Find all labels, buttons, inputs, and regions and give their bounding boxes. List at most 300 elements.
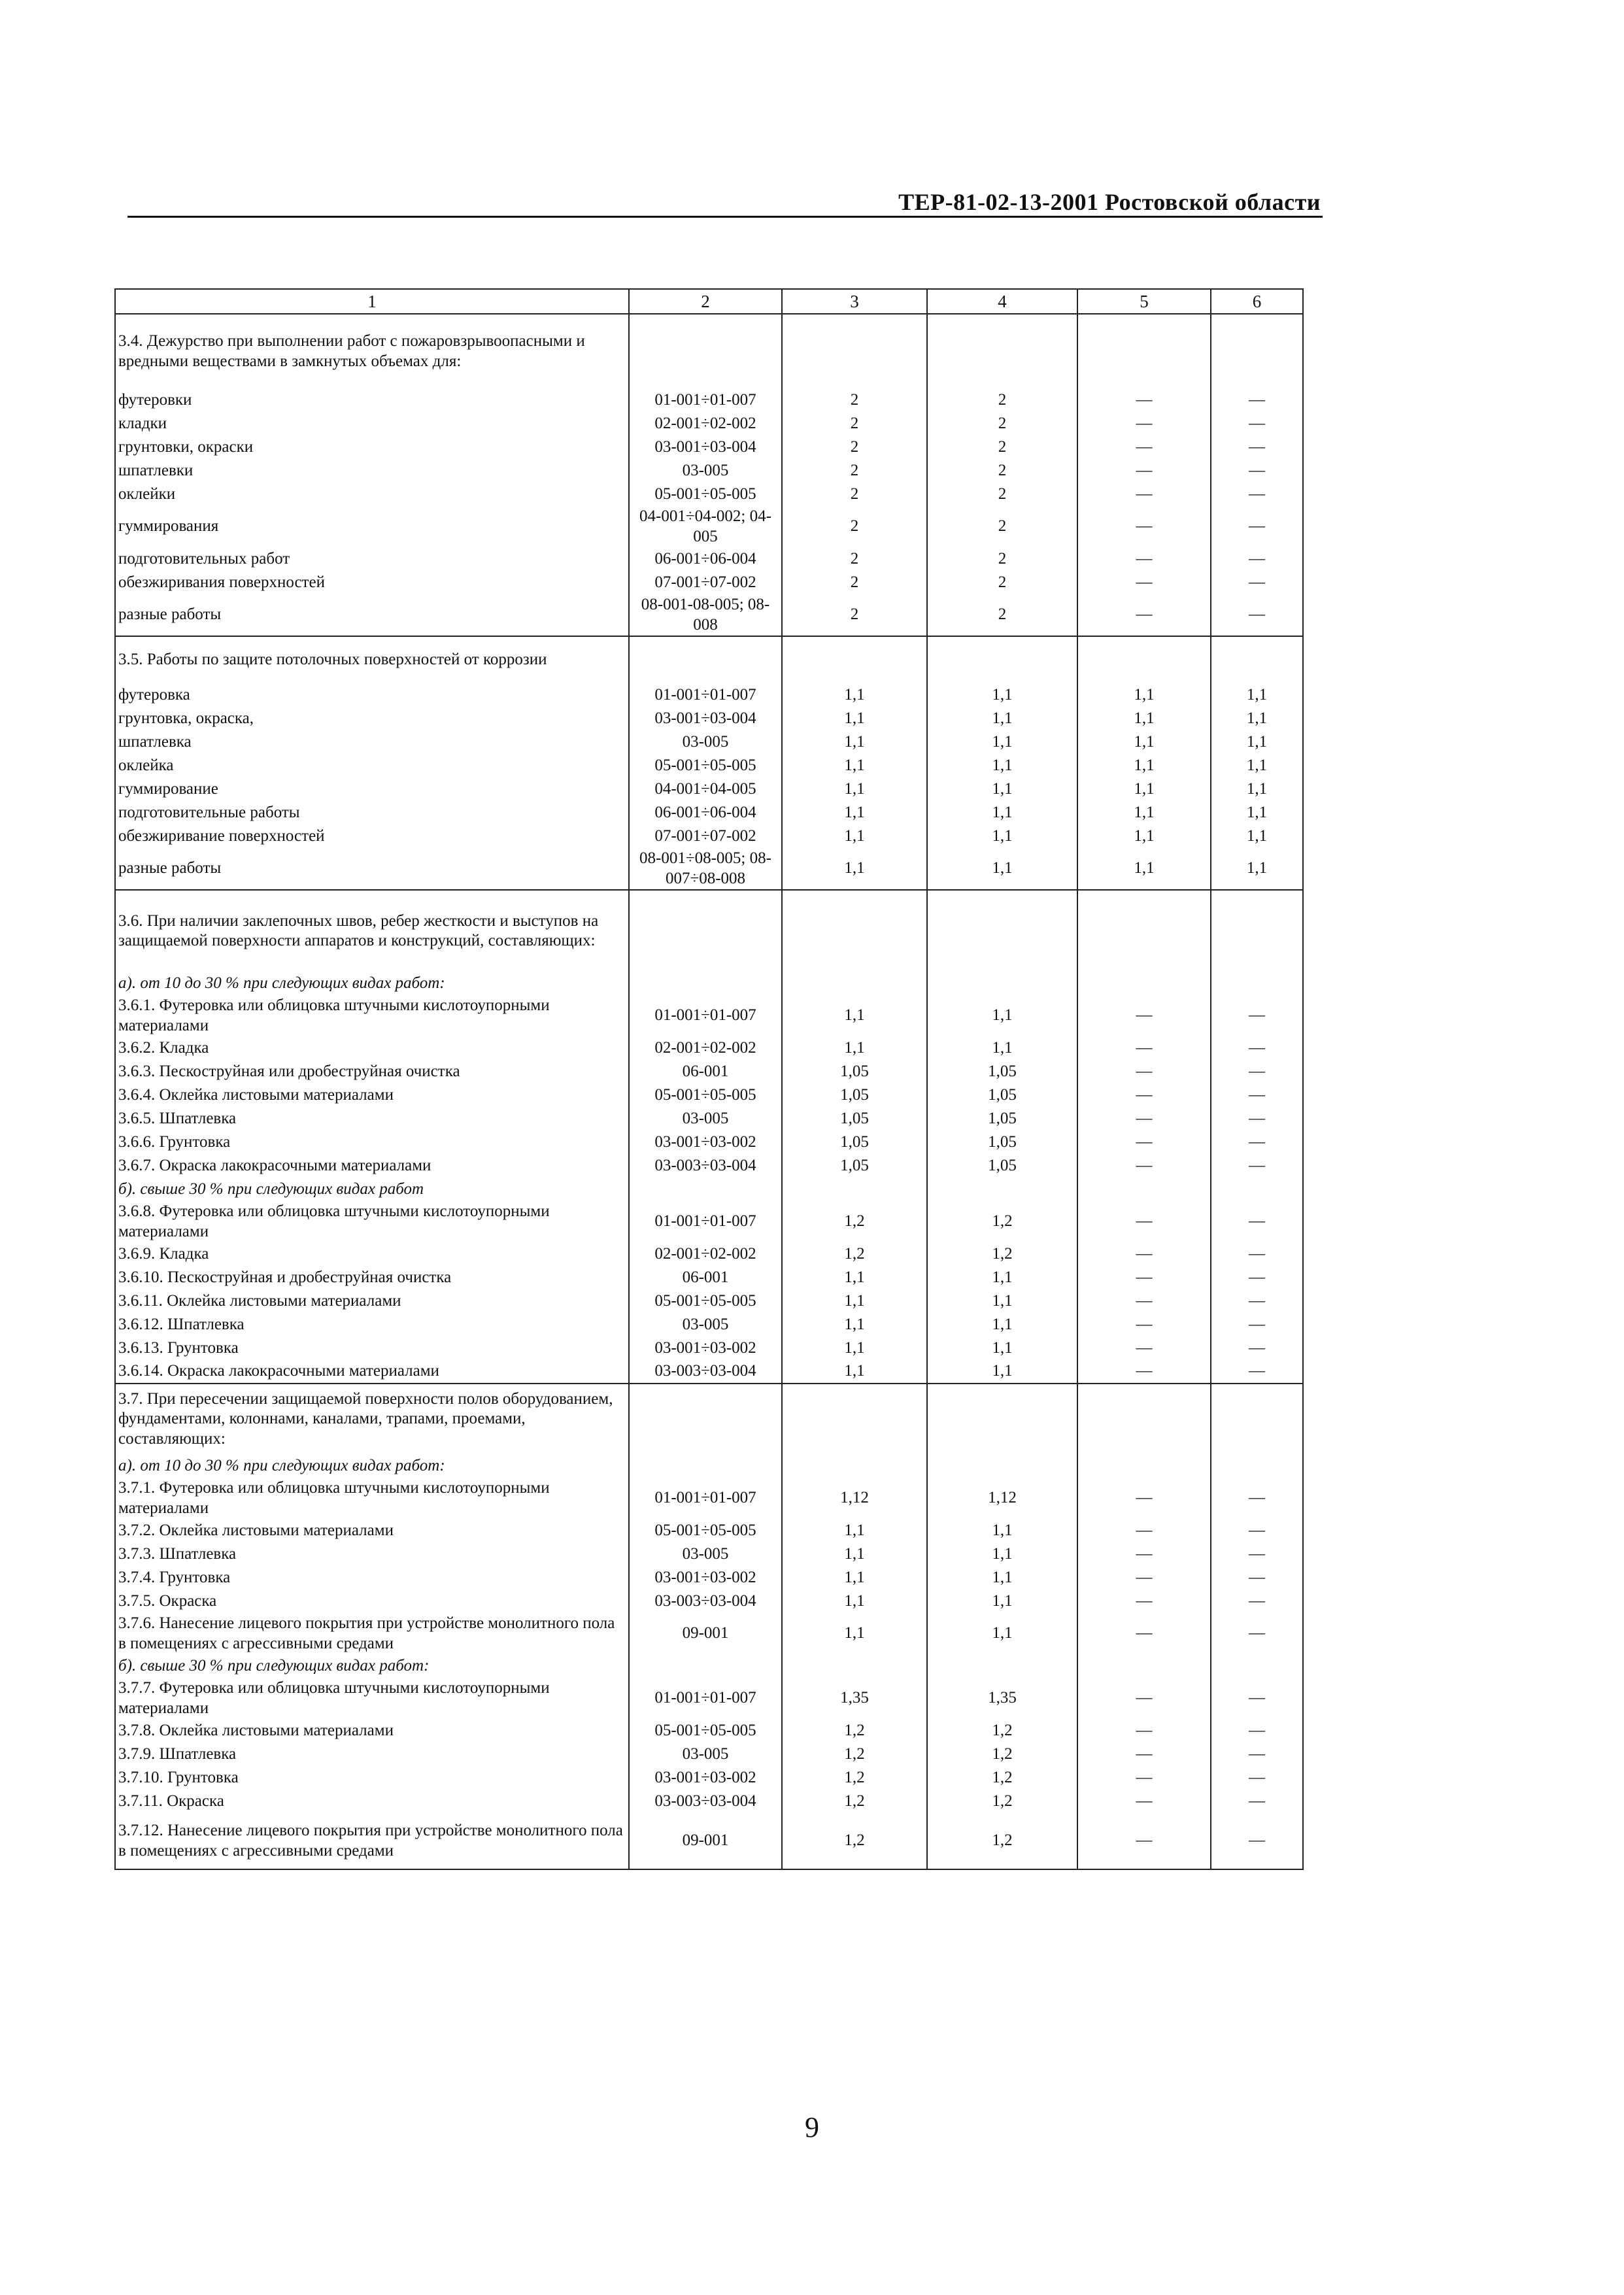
coef-col-6: — <box>1211 1790 1303 1813</box>
coef-col-5: 1,1 <box>1077 777 1211 801</box>
coef-col-6: 1,1 <box>1211 683 1303 707</box>
coef-col-6: 1,1 <box>1211 730 1303 754</box>
coef-col-5: — <box>1077 547 1211 571</box>
coef-col-6: — <box>1211 594 1303 636</box>
coef-col-5 <box>1077 1178 1211 1201</box>
coef-col-5: 1,1 <box>1077 801 1211 824</box>
coef-col-5: — <box>1077 1766 1211 1790</box>
coef-col-4: 2 <box>927 594 1077 636</box>
table-row <box>115 1790 1303 1813</box>
coef-col-4: 1,1 <box>927 1566 1077 1590</box>
section-heading: 3.5. Работы по защите потолочных поверхностей от коррозии <box>115 636 629 683</box>
work-description: 3.6.11. Оклейка листовыми материалами <box>115 1289 629 1313</box>
rate-code <box>629 1454 782 1478</box>
coef-col-6 <box>1211 1454 1303 1478</box>
coef-col-3: 1,12 <box>782 1478 927 1519</box>
table-row <box>115 506 1303 547</box>
rate-code: 03-003÷03-004 <box>629 1154 782 1178</box>
coef-col-5: 1,1 <box>1077 730 1211 754</box>
rate-code <box>629 1654 782 1678</box>
coef-col-4: 1,1 <box>927 730 1077 754</box>
empty-cell <box>782 890 927 972</box>
table-row <box>115 1036 1303 1060</box>
coef-col-5: — <box>1077 1242 1211 1266</box>
coef-col-6: — <box>1211 1083 1303 1107</box>
coef-col-4: 1,1 <box>927 1613 1077 1654</box>
coef-col-4: 1,05 <box>927 1107 1077 1130</box>
coef-col-6: — <box>1211 1478 1303 1519</box>
coef-col-5: 1,1 <box>1077 848 1211 890</box>
coef-col-4: 1,1 <box>927 1289 1077 1313</box>
coef-col-6 <box>1211 1178 1303 1201</box>
rate-code: 08-001÷08-005; 08-007÷08-008 <box>629 848 782 890</box>
rate-code: 01-001÷01-007 <box>629 1478 782 1519</box>
coef-col-4: 1,2 <box>927 1201 1077 1242</box>
coef-col-4: 1,1 <box>927 995 1077 1036</box>
coef-col-4: 1,05 <box>927 1154 1077 1178</box>
coef-col-6 <box>1211 1654 1303 1678</box>
coef-col-5: — <box>1077 1360 1211 1384</box>
work-description: 3.7.10. Грунтовка <box>115 1766 629 1790</box>
work-description: 3.6.2. Кладка <box>115 1036 629 1060</box>
coef-col-3: 2 <box>782 571 927 594</box>
table-row <box>115 801 1303 824</box>
coef-col-4: 1,1 <box>927 1266 1077 1289</box>
coef-col-6: 1,1 <box>1211 777 1303 801</box>
empty-cell <box>629 636 782 683</box>
rate-code: 05-001÷05-005 <box>629 1083 782 1107</box>
coef-col-6: — <box>1211 1313 1303 1336</box>
coef-col-6: — <box>1211 483 1303 506</box>
coef-col-5: — <box>1077 571 1211 594</box>
coef-col-6: 1,1 <box>1211 801 1303 824</box>
rate-code: 06-001 <box>629 1266 782 1289</box>
work-description: 3.6.3. Пескоструйная или дробеструйная очистка <box>115 1060 629 1083</box>
coef-col-5: — <box>1077 1313 1211 1336</box>
coef-col-5: — <box>1077 1154 1211 1178</box>
coef-col-3: 1,2 <box>782 1242 927 1266</box>
table-row <box>115 1519 1303 1542</box>
rate-code: 04-001÷04-002; 04-005 <box>629 506 782 547</box>
table-row <box>115 1313 1303 1336</box>
rate-code: 06-001÷06-004 <box>629 547 782 571</box>
work-description: кладки <box>115 412 629 435</box>
coef-col-6: — <box>1211 1742 1303 1766</box>
coef-col-6: — <box>1211 459 1303 483</box>
coef-col-5: 1,1 <box>1077 707 1211 730</box>
work-description: 3.6.6. Грунтовка <box>115 1130 629 1154</box>
subsection-label: б). свыше 30 % при следующих видах работ: <box>115 1654 629 1678</box>
coef-col-4: 1,2 <box>927 1813 1077 1869</box>
rate-code: 05-001÷05-005 <box>629 1719 782 1742</box>
coef-col-4: 1,35 <box>927 1678 1077 1719</box>
section-heading-row <box>115 314 1303 388</box>
coef-col-4: 2 <box>927 412 1077 435</box>
coef-col-3: 1,2 <box>782 1790 927 1813</box>
coef-col-6: — <box>1211 1154 1303 1178</box>
table-row <box>115 1590 1303 1613</box>
table-row <box>115 1742 1303 1766</box>
subsection-label: а). от 10 до 30 % при следующих видах работ: <box>115 972 629 995</box>
coef-col-3: 1,1 <box>782 730 927 754</box>
coef-col-5: — <box>1077 483 1211 506</box>
coef-col-4: 1,1 <box>927 824 1077 848</box>
rate-code: 02-001÷02-002 <box>629 1036 782 1060</box>
empty-cell <box>629 314 782 388</box>
table-row <box>115 412 1303 435</box>
coef-col-6: — <box>1211 1266 1303 1289</box>
coef-col-3: 1,1 <box>782 1313 927 1336</box>
coef-col-6: 1,1 <box>1211 824 1303 848</box>
coef-col-6: — <box>1211 1242 1303 1266</box>
coef-col-6: 1,1 <box>1211 754 1303 777</box>
coef-col-5: — <box>1077 1678 1211 1719</box>
coef-col-6: — <box>1211 506 1303 547</box>
work-description: шпатлевка <box>115 730 629 754</box>
coef-col-5: — <box>1077 1742 1211 1766</box>
coef-col-6: — <box>1211 1766 1303 1790</box>
coef-col-3: 1,1 <box>782 848 927 890</box>
coef-col-6: 1,1 <box>1211 707 1303 730</box>
coef-col-6: — <box>1211 1542 1303 1566</box>
coef-col-5 <box>1077 1654 1211 1678</box>
work-description: подготовительные работы <box>115 801 629 824</box>
table-row <box>115 683 1303 707</box>
rate-code: 06-001÷06-004 <box>629 801 782 824</box>
table-row <box>115 1478 1303 1519</box>
coef-col-5: — <box>1077 1083 1211 1107</box>
table-row <box>115 594 1303 636</box>
table-row <box>115 1201 1303 1242</box>
rate-code: 01-001÷01-007 <box>629 1201 782 1242</box>
rate-code: 01-001÷01-007 <box>629 995 782 1036</box>
coef-col-6: — <box>1211 1813 1303 1869</box>
coef-col-4 <box>927 972 1077 995</box>
document-header-title: ТЕР-81-02-13-2001 Ростовской области <box>898 189 1321 215</box>
empty-cell <box>1077 1384 1211 1454</box>
work-description: гуммирование <box>115 777 629 801</box>
coef-col-4: 1,2 <box>927 1242 1077 1266</box>
rate-code: 03-003÷03-004 <box>629 1590 782 1613</box>
column-header: 3 <box>782 289 927 314</box>
coef-col-5: — <box>1077 1201 1211 1242</box>
coef-col-5: — <box>1077 1519 1211 1542</box>
table-row <box>115 1613 1303 1654</box>
work-description: оклейка <box>115 754 629 777</box>
coef-col-4: 1,1 <box>927 777 1077 801</box>
work-description: 3.7.3. Шпатлевка <box>115 1542 629 1566</box>
column-header: 4 <box>927 289 1077 314</box>
coef-col-3: 1,1 <box>782 1566 927 1590</box>
coef-col-4: 2 <box>927 459 1077 483</box>
column-header: 5 <box>1077 289 1211 314</box>
work-description: 3.6.8. Футеровка или облицовка штучными кислотоупорными материалами <box>115 1201 629 1242</box>
coef-col-5: — <box>1077 1478 1211 1519</box>
coef-col-5: — <box>1077 506 1211 547</box>
coef-col-5: — <box>1077 1336 1211 1360</box>
coef-col-3: 1,1 <box>782 995 927 1036</box>
coef-col-6: — <box>1211 1289 1303 1313</box>
coef-col-6: — <box>1211 388 1303 412</box>
coef-col-4: 2 <box>927 571 1077 594</box>
coef-col-5: — <box>1077 1266 1211 1289</box>
coef-col-5: — <box>1077 388 1211 412</box>
table-row <box>115 1719 1303 1742</box>
rate-code: 06-001 <box>629 1060 782 1083</box>
header-divider <box>127 216 1323 218</box>
coef-col-3: 1,05 <box>782 1154 927 1178</box>
coef-col-5: — <box>1077 1036 1211 1060</box>
rate-code: 03-001÷03-002 <box>629 1336 782 1360</box>
table-row <box>115 1654 1303 1678</box>
table-row <box>115 1178 1303 1201</box>
rate-code: 03-005 <box>629 1313 782 1336</box>
coef-col-3: 1,2 <box>782 1766 927 1790</box>
coef-col-6: — <box>1211 1590 1303 1613</box>
rate-code: 03-001÷03-002 <box>629 1566 782 1590</box>
coef-col-5 <box>1077 1454 1211 1478</box>
rate-code <box>629 972 782 995</box>
empty-cell <box>629 890 782 972</box>
work-description: 3.7.12. Нанесение лицевого покрытия при устройстве монолитного пола в помещениях с агрессивными средами <box>115 1813 629 1869</box>
coef-col-5: — <box>1077 995 1211 1036</box>
work-description: 3.7.9. Шпатлевка <box>115 1742 629 1766</box>
rate-code: 09-001 <box>629 1813 782 1869</box>
rate-code: 02-001÷02-002 <box>629 412 782 435</box>
coef-col-5: — <box>1077 1289 1211 1313</box>
coef-col-3: 2 <box>782 506 927 547</box>
work-description: гуммирования <box>115 506 629 547</box>
table-row <box>115 1813 1303 1869</box>
coef-col-3: 1,1 <box>782 1542 927 1566</box>
coef-col-5: — <box>1077 594 1211 636</box>
subsection-label: б). свыше 30 % при следующих видах работ <box>115 1178 629 1201</box>
rate-code: 03-001÷03-002 <box>629 1766 782 1790</box>
work-description: шпатлевки <box>115 459 629 483</box>
coef-col-4: 1,12 <box>927 1478 1077 1519</box>
work-description: 3.7.8. Оклейка листовыми материалами <box>115 1719 629 1742</box>
empty-cell <box>629 1384 782 1454</box>
coef-col-3: 1,1 <box>782 1613 927 1654</box>
coef-col-4: 1,1 <box>927 1336 1077 1360</box>
coef-col-3: 1,05 <box>782 1107 927 1130</box>
rate-code <box>629 1178 782 1201</box>
coef-col-3: 1,1 <box>782 777 927 801</box>
coef-col-6: — <box>1211 1107 1303 1130</box>
coef-col-4 <box>927 1654 1077 1678</box>
table-row <box>115 848 1303 890</box>
rate-code: 04-001÷04-005 <box>629 777 782 801</box>
coef-col-5: — <box>1077 1566 1211 1590</box>
rate-code: 03-005 <box>629 1107 782 1130</box>
coef-col-5: — <box>1077 1107 1211 1130</box>
table-row <box>115 972 1303 995</box>
coef-col-3: 1,1 <box>782 683 927 707</box>
coef-col-6: 1,1 <box>1211 848 1303 890</box>
rate-code: 01-001÷01-007 <box>629 388 782 412</box>
coef-col-6: — <box>1211 1519 1303 1542</box>
work-description: футеровки <box>115 388 629 412</box>
work-description: 3.6.10. Пескоструйная и дробеструйная очистка <box>115 1266 629 1289</box>
table-row <box>115 1130 1303 1154</box>
coef-col-5: 1,1 <box>1077 824 1211 848</box>
coef-col-3: 2 <box>782 388 927 412</box>
empty-cell <box>1211 1384 1303 1454</box>
coef-col-6: — <box>1211 995 1303 1036</box>
coef-col-6: — <box>1211 412 1303 435</box>
rate-code: 01-001÷01-007 <box>629 1678 782 1719</box>
coef-col-3: 1,1 <box>782 707 927 730</box>
section-heading-row <box>115 1384 1303 1454</box>
coef-col-6: — <box>1211 1060 1303 1083</box>
table-row <box>115 1766 1303 1790</box>
table-row <box>115 1678 1303 1719</box>
table-row <box>115 388 1303 412</box>
rate-code: 05-001÷05-005 <box>629 754 782 777</box>
coef-col-4: 2 <box>927 483 1077 506</box>
coef-col-3: 1,1 <box>782 1266 927 1289</box>
section-heading: 3.4. Дежурство при выполнении работ с пожаровзрывоопасными и вредными веществами в замкнутых объемах для: <box>115 314 629 388</box>
work-description: 3.7.1. Футеровка или облицовка штучными кислотоупорными материалами <box>115 1478 629 1519</box>
table-row <box>115 754 1303 777</box>
coef-col-3: 1,1 <box>782 754 927 777</box>
coef-col-3 <box>782 1654 927 1678</box>
work-description: 3.7.11. Окраска <box>115 1790 629 1813</box>
rate-code: 03-001÷03-004 <box>629 435 782 459</box>
coef-col-3: 2 <box>782 459 927 483</box>
table-row <box>115 571 1303 594</box>
table-row <box>115 777 1303 801</box>
coef-col-4: 1,1 <box>927 1360 1077 1384</box>
work-description: 3.7.6. Нанесение лицевого покрытия при устройстве монолитного пола в помещениях с агрессивными средами <box>115 1613 629 1654</box>
empty-cell <box>927 890 1077 972</box>
table-row <box>115 547 1303 571</box>
coef-col-4: 1,05 <box>927 1083 1077 1107</box>
empty-cell <box>782 1384 927 1454</box>
coef-col-5 <box>1077 972 1211 995</box>
coef-col-4 <box>927 1178 1077 1201</box>
empty-cell <box>1077 636 1211 683</box>
coef-col-3: 1,05 <box>782 1083 927 1107</box>
table-row <box>115 1266 1303 1289</box>
section-heading-row <box>115 890 1303 972</box>
coef-col-3: 1,05 <box>782 1130 927 1154</box>
coef-col-4: 1,2 <box>927 1766 1077 1790</box>
column-header: 1 <box>115 289 629 314</box>
coef-col-4: 2 <box>927 506 1077 547</box>
coef-col-5: — <box>1077 459 1211 483</box>
coef-col-4: 1,1 <box>927 801 1077 824</box>
coef-col-6: — <box>1211 1566 1303 1590</box>
empty-cell <box>1211 636 1303 683</box>
table-row <box>115 1060 1303 1083</box>
rate-code: 07-001÷07-002 <box>629 571 782 594</box>
table-row <box>115 1107 1303 1130</box>
table-row <box>115 730 1303 754</box>
work-description: 3.6.5. Шпатлевка <box>115 1107 629 1130</box>
work-description: 3.6.1. Футеровка или облицовка штучными кислотоупорными материалами <box>115 995 629 1036</box>
table-header-row <box>115 289 1303 314</box>
coef-col-6: — <box>1211 1036 1303 1060</box>
page-number: 9 <box>805 2111 819 2143</box>
work-description: 3.6.12. Шпатлевка <box>115 1313 629 1336</box>
coef-col-6: — <box>1211 1613 1303 1654</box>
coef-col-4: 1,1 <box>927 1036 1077 1060</box>
rate-code: 05-001÷05-005 <box>629 1289 782 1313</box>
work-description: 3.6.9. Кладка <box>115 1242 629 1266</box>
table-row <box>115 1360 1303 1384</box>
table-row <box>115 1454 1303 1478</box>
coef-col-3: 2 <box>782 435 927 459</box>
subsection-label: а). от 10 до 30 % при следующих видах работ: <box>115 1454 629 1478</box>
coef-col-6: — <box>1211 547 1303 571</box>
rate-code: 03-001÷03-004 <box>629 707 782 730</box>
coef-col-3: 1,1 <box>782 1289 927 1313</box>
empty-cell <box>1077 314 1211 388</box>
table-row <box>115 1289 1303 1313</box>
coef-col-5: 1,1 <box>1077 754 1211 777</box>
coef-col-6: — <box>1211 1336 1303 1360</box>
rate-code: 09-001 <box>629 1613 782 1654</box>
work-description: грунтовки, окраски <box>115 435 629 459</box>
coef-col-4: 1,2 <box>927 1742 1077 1766</box>
coef-col-4: 1,1 <box>927 683 1077 707</box>
coef-col-3: 1,2 <box>782 1742 927 1766</box>
column-header: 2 <box>629 289 782 314</box>
coef-col-3: 2 <box>782 594 927 636</box>
coef-col-4: 1,1 <box>927 1542 1077 1566</box>
work-description: разные работы <box>115 594 629 636</box>
coef-col-6: — <box>1211 1719 1303 1742</box>
table-row <box>115 995 1303 1036</box>
rate-code: 07-001÷07-002 <box>629 824 782 848</box>
work-description: 3.7.4. Грунтовка <box>115 1566 629 1590</box>
coef-col-3: 1,35 <box>782 1678 927 1719</box>
coef-col-5: — <box>1077 1542 1211 1566</box>
rate-code: 03-003÷03-004 <box>629 1790 782 1813</box>
rate-code: 05-001÷05-005 <box>629 1519 782 1542</box>
coef-col-5: — <box>1077 1719 1211 1742</box>
coef-col-4: 2 <box>927 388 1077 412</box>
coef-col-4: 1,2 <box>927 1790 1077 1813</box>
coef-col-6: — <box>1211 1201 1303 1242</box>
work-description: 3.7.2. Оклейка листовыми материалами <box>115 1519 629 1542</box>
table-row <box>115 1336 1303 1360</box>
work-description: 3.6.13. Грунтовка <box>115 1336 629 1360</box>
coef-col-6: — <box>1211 435 1303 459</box>
coef-col-5: — <box>1077 1060 1211 1083</box>
coef-col-5: — <box>1077 412 1211 435</box>
rate-code: 08-001-08-005; 08-008 <box>629 594 782 636</box>
coef-col-5: — <box>1077 1813 1211 1869</box>
coef-col-3 <box>782 1178 927 1201</box>
work-description: обезжиривания поверхностей <box>115 571 629 594</box>
table-row <box>115 459 1303 483</box>
coef-col-3: 2 <box>782 412 927 435</box>
coef-col-4: 1,05 <box>927 1130 1077 1154</box>
coef-col-5: — <box>1077 1613 1211 1654</box>
rate-code: 05-001÷05-005 <box>629 483 782 506</box>
coef-col-6: — <box>1211 571 1303 594</box>
coef-col-6: — <box>1211 1678 1303 1719</box>
rate-code: 03-005 <box>629 1742 782 1766</box>
work-description: разные работы <box>115 848 629 890</box>
work-description: футеровка <box>115 683 629 707</box>
coef-col-3: 2 <box>782 547 927 571</box>
section-heading: 3.6. При наличии заклепочных швов, ребер жесткости и выступов на защищаемой поверхности аппаратов и конструкций, составляющих: <box>115 890 629 972</box>
coef-col-4: 2 <box>927 547 1077 571</box>
table-row <box>115 1566 1303 1590</box>
